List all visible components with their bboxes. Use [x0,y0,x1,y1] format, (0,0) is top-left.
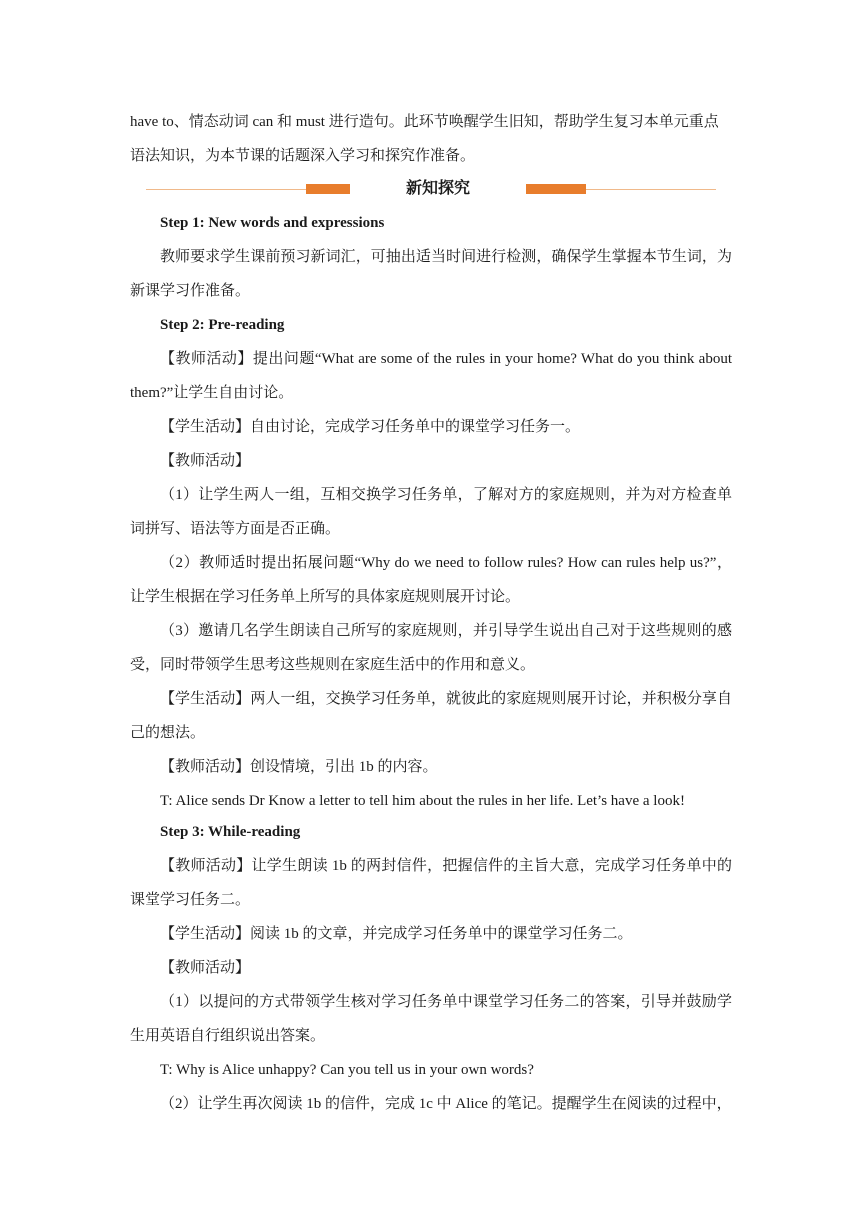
step3-teacher-activity-1: 【教师活动】让学生朗读 1b 的两封信件，把握信件的主旨大意，完成学习任务单中的课堂学习任务二。 [130,858,732,908]
divider-accent-left [306,184,350,194]
step3-item-1: （1）以提问的方式带领学生核对学习任务单中课堂学习任务二的答案，引导并鼓励学生用英语自行组织说出答案。 [130,994,732,1044]
step3-heading: Step 3: While-reading [160,824,301,840]
divider-accent-right [526,184,586,194]
section-divider [130,176,732,202]
step3-teacher-quote: T: Why is Alice unhappy? Can you tell us in your own words? [160,1062,534,1078]
step3-teacher-activity-label: 【教师活动】 [160,960,251,976]
section-title: 新知探究 [405,180,470,197]
divider-line-left [146,189,306,190]
intro-line-2: 语法知识，为本节课的话题深入学习和探究作准备。 [130,148,476,164]
step2-item-3: （3）邀请几名学生朗读自己所写的家庭规则，并引导学生说出自己对于这些规则的感受，同时带领学生思考这些规则在家庭生活中的作用和意义。 [130,623,732,673]
intro-line-1: have to、情态动词 can 和 must 进行造句。此环节唤醒学生旧知，帮助学生复习本单元重点 [130,114,719,130]
step2-teacher-activity-2: 【教师活动】创设情境，引出 1b 的内容。 [160,759,438,775]
divider-line-right [586,189,716,190]
step2-heading: Step 2: Pre-reading [160,317,285,333]
step1-text: 教师要求学生课前预习新词汇，可抽出适当时间进行检测，确保学生掌握本节生词，为新课学习作准备。 [130,249,732,299]
step3-item-2: （2）让学生再次阅读 1b 的信件，完成 1c 中 Alice 的笔记。提醒学生在阅读的过程中， [160,1096,732,1112]
step2-student-activity-2: 【学生活动】两人一组，交换学习任务单，就彼此的家庭规则展开讨论，并积极分享自己的想法。 [130,691,732,741]
step2-teacher-activity-1: 【教师活动】提出问题“What are some of the rules in your home? What do you think about them?”让学生自由讨论。 [130,351,732,401]
step3-student-activity: 【学生活动】阅读 1b 的文章，并完成学习任务单中的课堂学习任务二。 [160,926,633,942]
step1-heading: Step 1: New words and expressions [160,215,385,231]
step2-teacher-quote: T: Alice sends Dr Know a letter to tell him about the rules in her life. Let’s have a look! [160,793,685,809]
step2-student-activity-1: 【学生活动】自由讨论，完成学习任务单中的课堂学习任务一。 [160,419,581,435]
step2-item-2: （2）教师适时提出拓展问题“Why do we need to follow rules? How can rules help us?”，让学生根据在学习任务单上所写的具体家庭规则展开讨论。 [130,555,732,605]
step2-item-1: （1）让学生两人一组，互相交换学习任务单，了解对方的家庭规则，并为对方检查单词拼写、语法等方面是否正确。 [130,487,732,537]
step2-teacher-activity-label: 【教师活动】 [160,453,251,469]
